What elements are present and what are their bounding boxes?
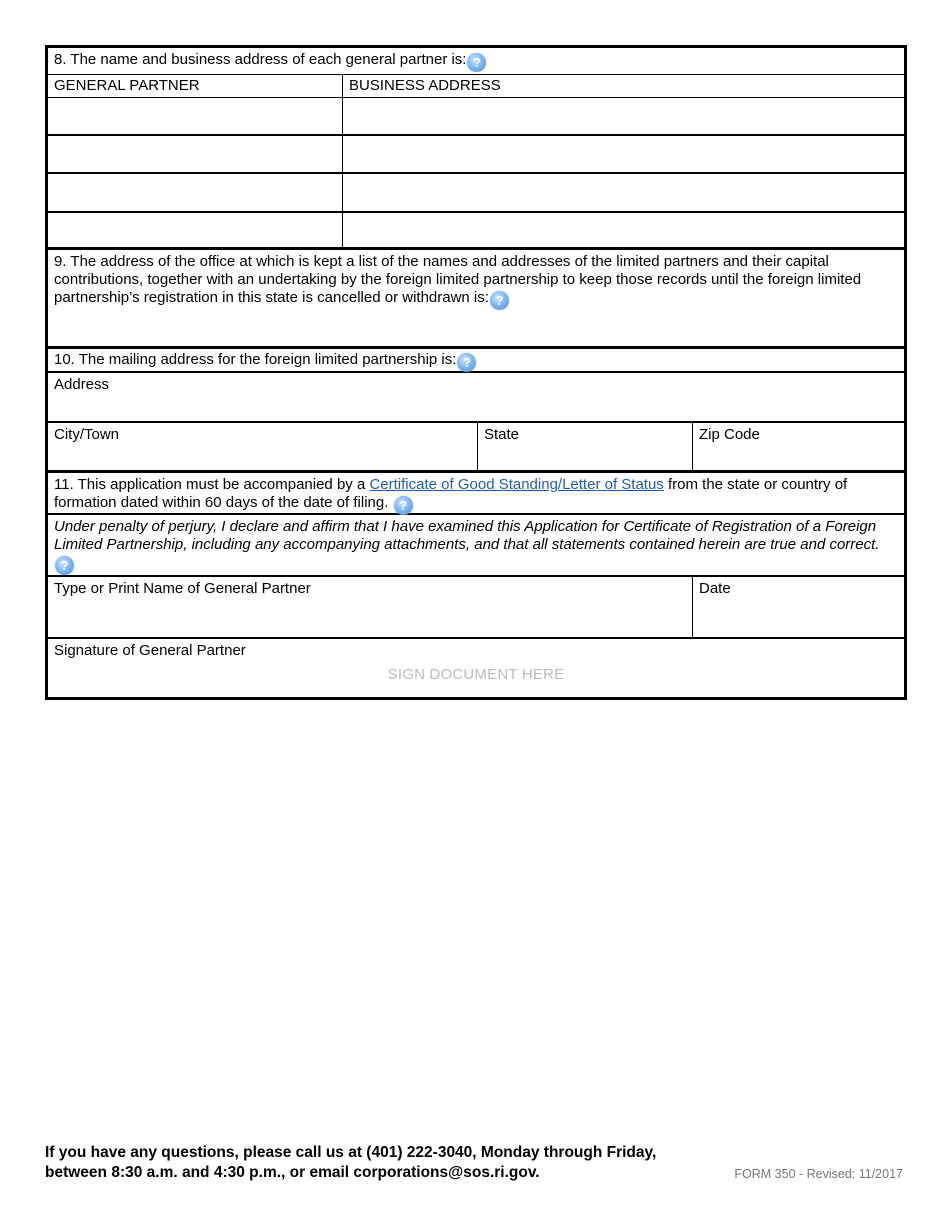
q8-label: 8. The name and business address of each general partner is: — [54, 51, 467, 68]
table-row — [48, 98, 904, 136]
certificate-good-standing-link[interactable]: Certificate of Good Standing/Letter of Status — [369, 476, 664, 493]
signature-field[interactable] — [48, 639, 904, 697]
date-field[interactable] — [693, 577, 904, 637]
business-address-field[interactable] — [343, 174, 904, 211]
table-row — [48, 213, 904, 250]
state-label: State — [484, 426, 520, 443]
help-question-icon[interactable]: ? — [467, 53, 486, 72]
contact-line-1: If you have any questions, please call us at (401) 222-3040, Monday through Friday, — [45, 1144, 657, 1161]
q9-label: 9. The address of the office at which is kept a list of the names and addresses of the limited partners and their capital contributions, together with an undertaking by the foreign limited partnership to keep those records until the foreign limited partnership’s registration in this state is cancelled or withdrawn is: — [54, 253, 862, 306]
general-partner-field[interactable] — [48, 174, 343, 211]
zip-field[interactable] — [693, 423, 904, 470]
perjury-statement-cell — [48, 515, 904, 575]
table-row — [48, 136, 904, 174]
city-label: City/Town — [54, 426, 120, 443]
name-date-row — [48, 577, 904, 639]
q10-header-row — [48, 349, 904, 373]
q9-cell[interactable] — [48, 250, 904, 346]
general-partner-field[interactable] — [48, 213, 343, 247]
general-partner-header: GENERAL PARTNER — [48, 75, 343, 97]
address-label: Address — [54, 376, 110, 393]
q8-column-headers — [48, 75, 904, 98]
q8-label-cell — [48, 48, 904, 74]
help-question-icon[interactable]: ? — [457, 353, 476, 372]
business-address-field[interactable] — [343, 98, 904, 134]
q11-text-after: from the state or country of formation dated within 60 days of the date of filing. — [54, 476, 848, 511]
general-partner-field[interactable] — [48, 136, 343, 172]
partner-name-field[interactable] — [48, 577, 693, 637]
address-field[interactable] — [48, 373, 904, 421]
city-state-zip-row — [48, 423, 904, 473]
contact-note — [45, 1143, 656, 1182]
zip-label: Zip Code — [699, 426, 760, 443]
address-row — [48, 373, 904, 423]
date-label: Date — [699, 580, 731, 597]
signature-row — [48, 639, 904, 697]
table-row — [48, 174, 904, 213]
form-revision-id: FORM 350 - Revised: 11/2017 — [734, 1167, 903, 1181]
q10-label-cell — [48, 349, 904, 371]
q10-label: 10. The mailing address for the foreign limited partnership is: — [54, 351, 457, 368]
business-address-field[interactable] — [343, 136, 904, 172]
registration-form — [45, 45, 907, 700]
partner-name-label: Type or Print Name of General Partner — [54, 580, 311, 597]
state-field[interactable] — [478, 423, 693, 470]
q11-text-before: 11. This application must be accompanied by a — [54, 476, 370, 493]
q9-row — [48, 250, 904, 349]
signature-label: Signature of General Partner — [54, 642, 246, 659]
q11-row — [48, 473, 904, 515]
help-question-icon[interactable]: ? — [490, 291, 509, 310]
help-question-icon[interactable]: ? — [55, 556, 74, 575]
general-partner-field[interactable] — [48, 98, 343, 134]
contact-line-2: between 8:30 a.m. and 4:30 p.m., or email corporations@sos.ri.gov. — [45, 1163, 540, 1181]
q11-cell — [48, 473, 904, 513]
q8-header-row — [48, 48, 904, 75]
sign-document-here[interactable]: SIGN DOCUMENT HERE — [387, 666, 565, 683]
business-address-field[interactable] — [343, 213, 904, 247]
help-question-icon[interactable]: ? — [394, 496, 413, 515]
perjury-row — [48, 515, 904, 577]
business-address-header: BUSINESS ADDRESS — [349, 77, 501, 94]
city-field[interactable] — [48, 423, 478, 470]
perjury-statement: Under penalty of perjury, I declare and affirm that I have examined this Application for Certificate of Registration of a Foreign Limited Partnership, including any accompanying attachments, and that all statements contained herein are true and correct. — [54, 518, 880, 553]
